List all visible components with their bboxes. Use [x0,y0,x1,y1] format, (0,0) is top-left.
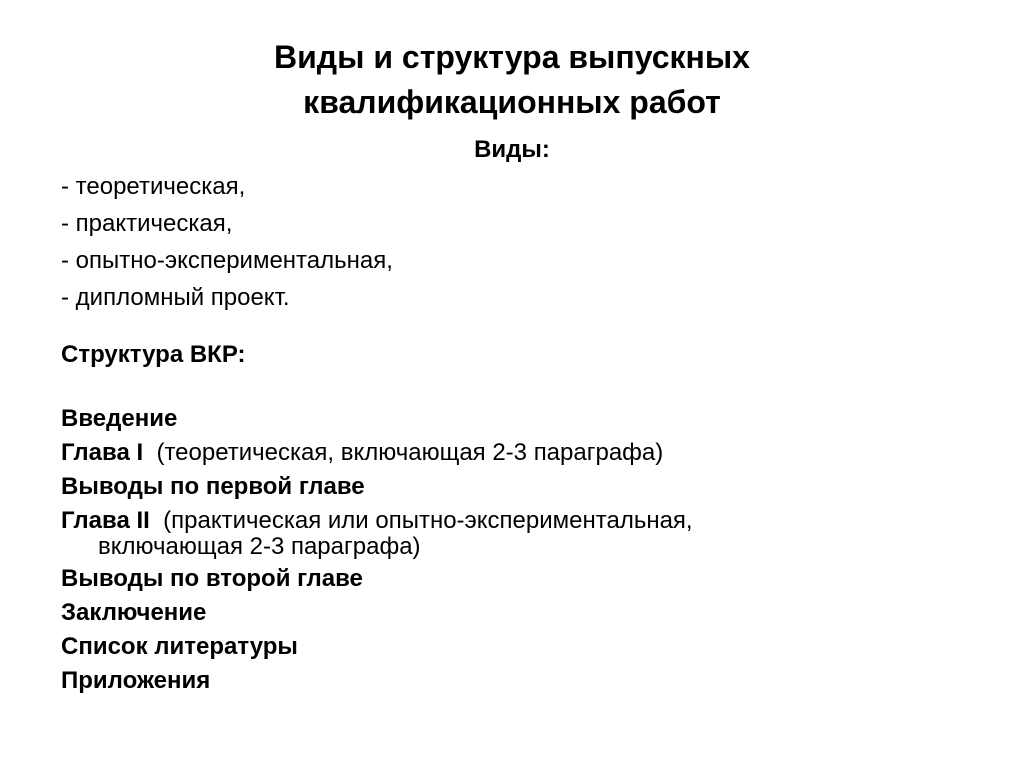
structure-item-title: Глава II [61,507,150,534]
slide-title-line-1: Виды и структура выпускных [274,39,750,75]
list-item: - опытно-экспериментальная, [61,247,393,274]
list-item [61,473,961,501]
list-item: - теоретическая, [61,173,246,200]
types-heading: Виды: [474,136,550,163]
structure-item-title: Выводы по второй главе [61,565,363,592]
structure-list [61,405,961,701]
structure-item-title: Список литературы [61,633,298,660]
list-item [61,507,961,559]
list-item [61,633,961,661]
types-list [61,168,393,316]
list-item [61,439,961,467]
list-item [61,599,961,627]
list-item [61,405,961,433]
structure-item-title: Глава I [61,439,144,466]
structure-item-desc: (теоретическая, включающая 2-3 параграфа) [143,439,664,466]
structure-item-title: Введение [61,405,178,432]
structure-item-desc: (практическая или опытно-экспериментальная, [149,507,693,534]
structure-item-desc-continued: включающая 2-3 параграфа) [98,533,421,560]
structure-item-title: Выводы по первой главе [61,473,365,500]
structure-heading: Структура ВКР: [61,341,246,368]
structure-item-title: Заключение [61,599,207,626]
list-item: - дипломный проект. [61,284,290,311]
slide-title [0,35,1024,125]
list-item [61,565,961,593]
slide-title-line-2: квалификационных работ [303,84,721,120]
list-item [61,667,961,695]
list-item: - практическая, [61,210,233,237]
structure-item-title: Приложения [61,667,211,694]
